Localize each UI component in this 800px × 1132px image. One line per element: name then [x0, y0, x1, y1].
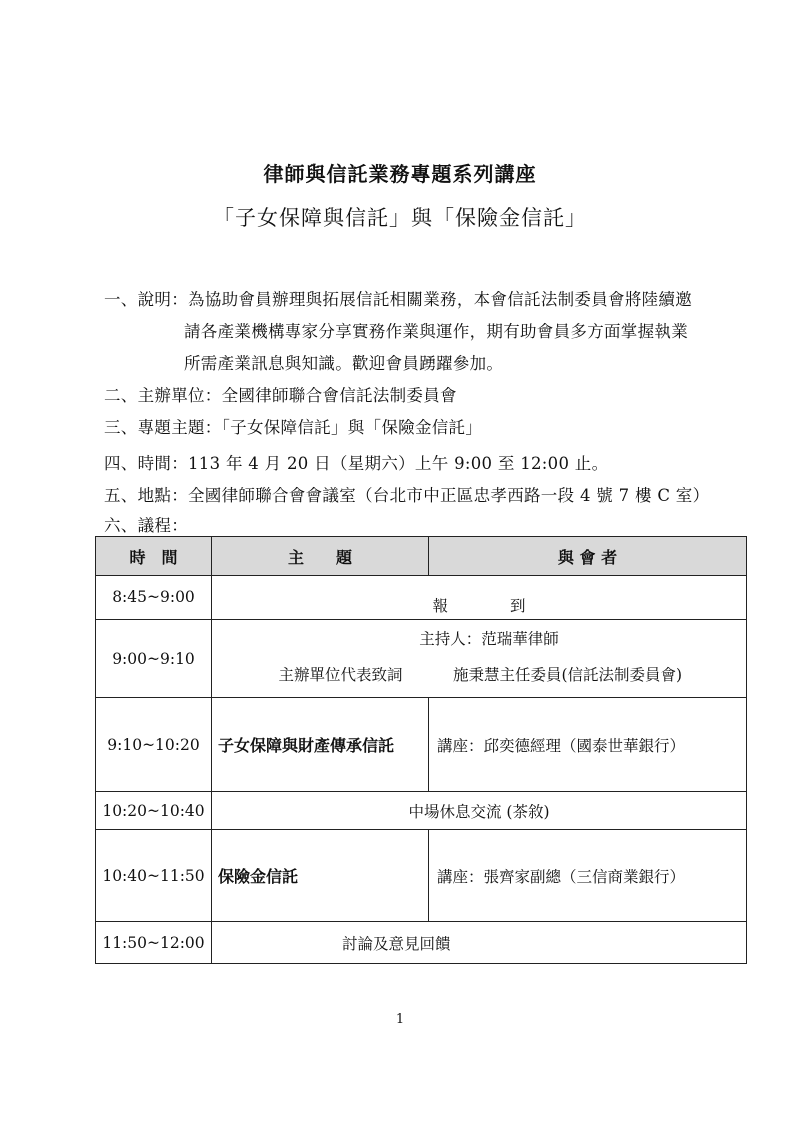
- speaker-cell: 講座：邱奕德經理（國泰世華銀行）: [429, 698, 747, 792]
- item-text: 議程：: [137, 516, 189, 535]
- header-topic: 主 題: [212, 537, 429, 576]
- intro-number: 一、: [104, 290, 138, 309]
- host-text: 主持人：范瑞華律師: [419, 629, 559, 648]
- table-row: [96, 620, 747, 698]
- table-row: [96, 792, 747, 830]
- time-cell: 10:20~10:40: [96, 792, 212, 830]
- table-row: [96, 698, 747, 792]
- item-number: 四、: [104, 454, 138, 473]
- page-number: 1: [395, 1012, 405, 1027]
- opening-left-text: 主辦單位代表致詞: [278, 665, 403, 684]
- item-location: [104, 482, 709, 506]
- header-participants: 與 會 者: [429, 537, 747, 576]
- speaker-cell: 講座：張齊家副總（三信商業銀行）: [429, 830, 747, 922]
- item-time: [104, 450, 608, 474]
- intro-line-1: [104, 286, 692, 310]
- agenda-header-row: [96, 537, 747, 576]
- item-text: 時間：113 年 4 月 20 日（星期六）上午 9:00 至 12:00 止。: [137, 454, 609, 473]
- topic-cell: 子女保障與財產傳承信託: [212, 698, 429, 792]
- time-cell: 9:00~9:10: [96, 620, 212, 698]
- document-title: 律師與信託業務專題系列講座: [263, 162, 537, 186]
- time-cell: 9:10~10:20: [96, 698, 212, 792]
- topic-cell: 保險金信託: [212, 830, 429, 922]
- time-cell: 11:50~12:00: [96, 922, 212, 964]
- item-text: 主辦單位：全國律師聯合會信託法制委員會: [137, 386, 457, 405]
- intro-text-3: 所需產業訊息與知識。歡迎會員踴躍參加。: [184, 354, 504, 373]
- agenda-table: [95, 536, 747, 964]
- table-row: [96, 576, 747, 620]
- discussion-cell: 討論及意見回饋: [212, 922, 747, 964]
- item-number: 三、: [104, 418, 138, 437]
- time-cell: 8:45~9:00: [96, 576, 212, 620]
- item-organizer: [104, 382, 457, 406]
- opening-detail: [212, 663, 746, 685]
- intro-text-1: 為協助會員辦理與拓展信託相關業務，本會信託法制委員會將陸續邀: [188, 290, 693, 309]
- item-number: 二、: [104, 386, 138, 405]
- item-text: 地點：全國律師聯合會會議室（台北市中正區忠孝西路一段 4 號 7 樓 C 室）: [137, 486, 710, 505]
- intro-label: 說明：: [137, 290, 189, 309]
- header-time: 時 間: [96, 537, 212, 576]
- item-topic: [104, 414, 482, 438]
- opening-cell: [212, 620, 747, 698]
- item-agenda: [104, 512, 188, 536]
- item-number: 六、: [104, 516, 138, 535]
- table-row: [96, 922, 747, 964]
- item-text: 專題主題：「子女保障信託」與「保險金信託」: [137, 418, 483, 437]
- item-number: 五、: [104, 486, 138, 505]
- intro-text-2: 請各產業機構專家分享實務作業與運作，期有助會員多方面掌握執業: [184, 322, 688, 341]
- time-cell: 10:40~11:50: [96, 830, 212, 922]
- table-row: [96, 830, 747, 922]
- registration-cell: 報 到: [212, 576, 747, 620]
- document-subtitle: 「子女保障與信託」與「保險金信託」: [213, 206, 587, 230]
- break-cell: 中場休息交流 (茶敘): [212, 792, 747, 830]
- opening-right-text: 施秉慧主任委員(信託法制委員會): [453, 665, 683, 684]
